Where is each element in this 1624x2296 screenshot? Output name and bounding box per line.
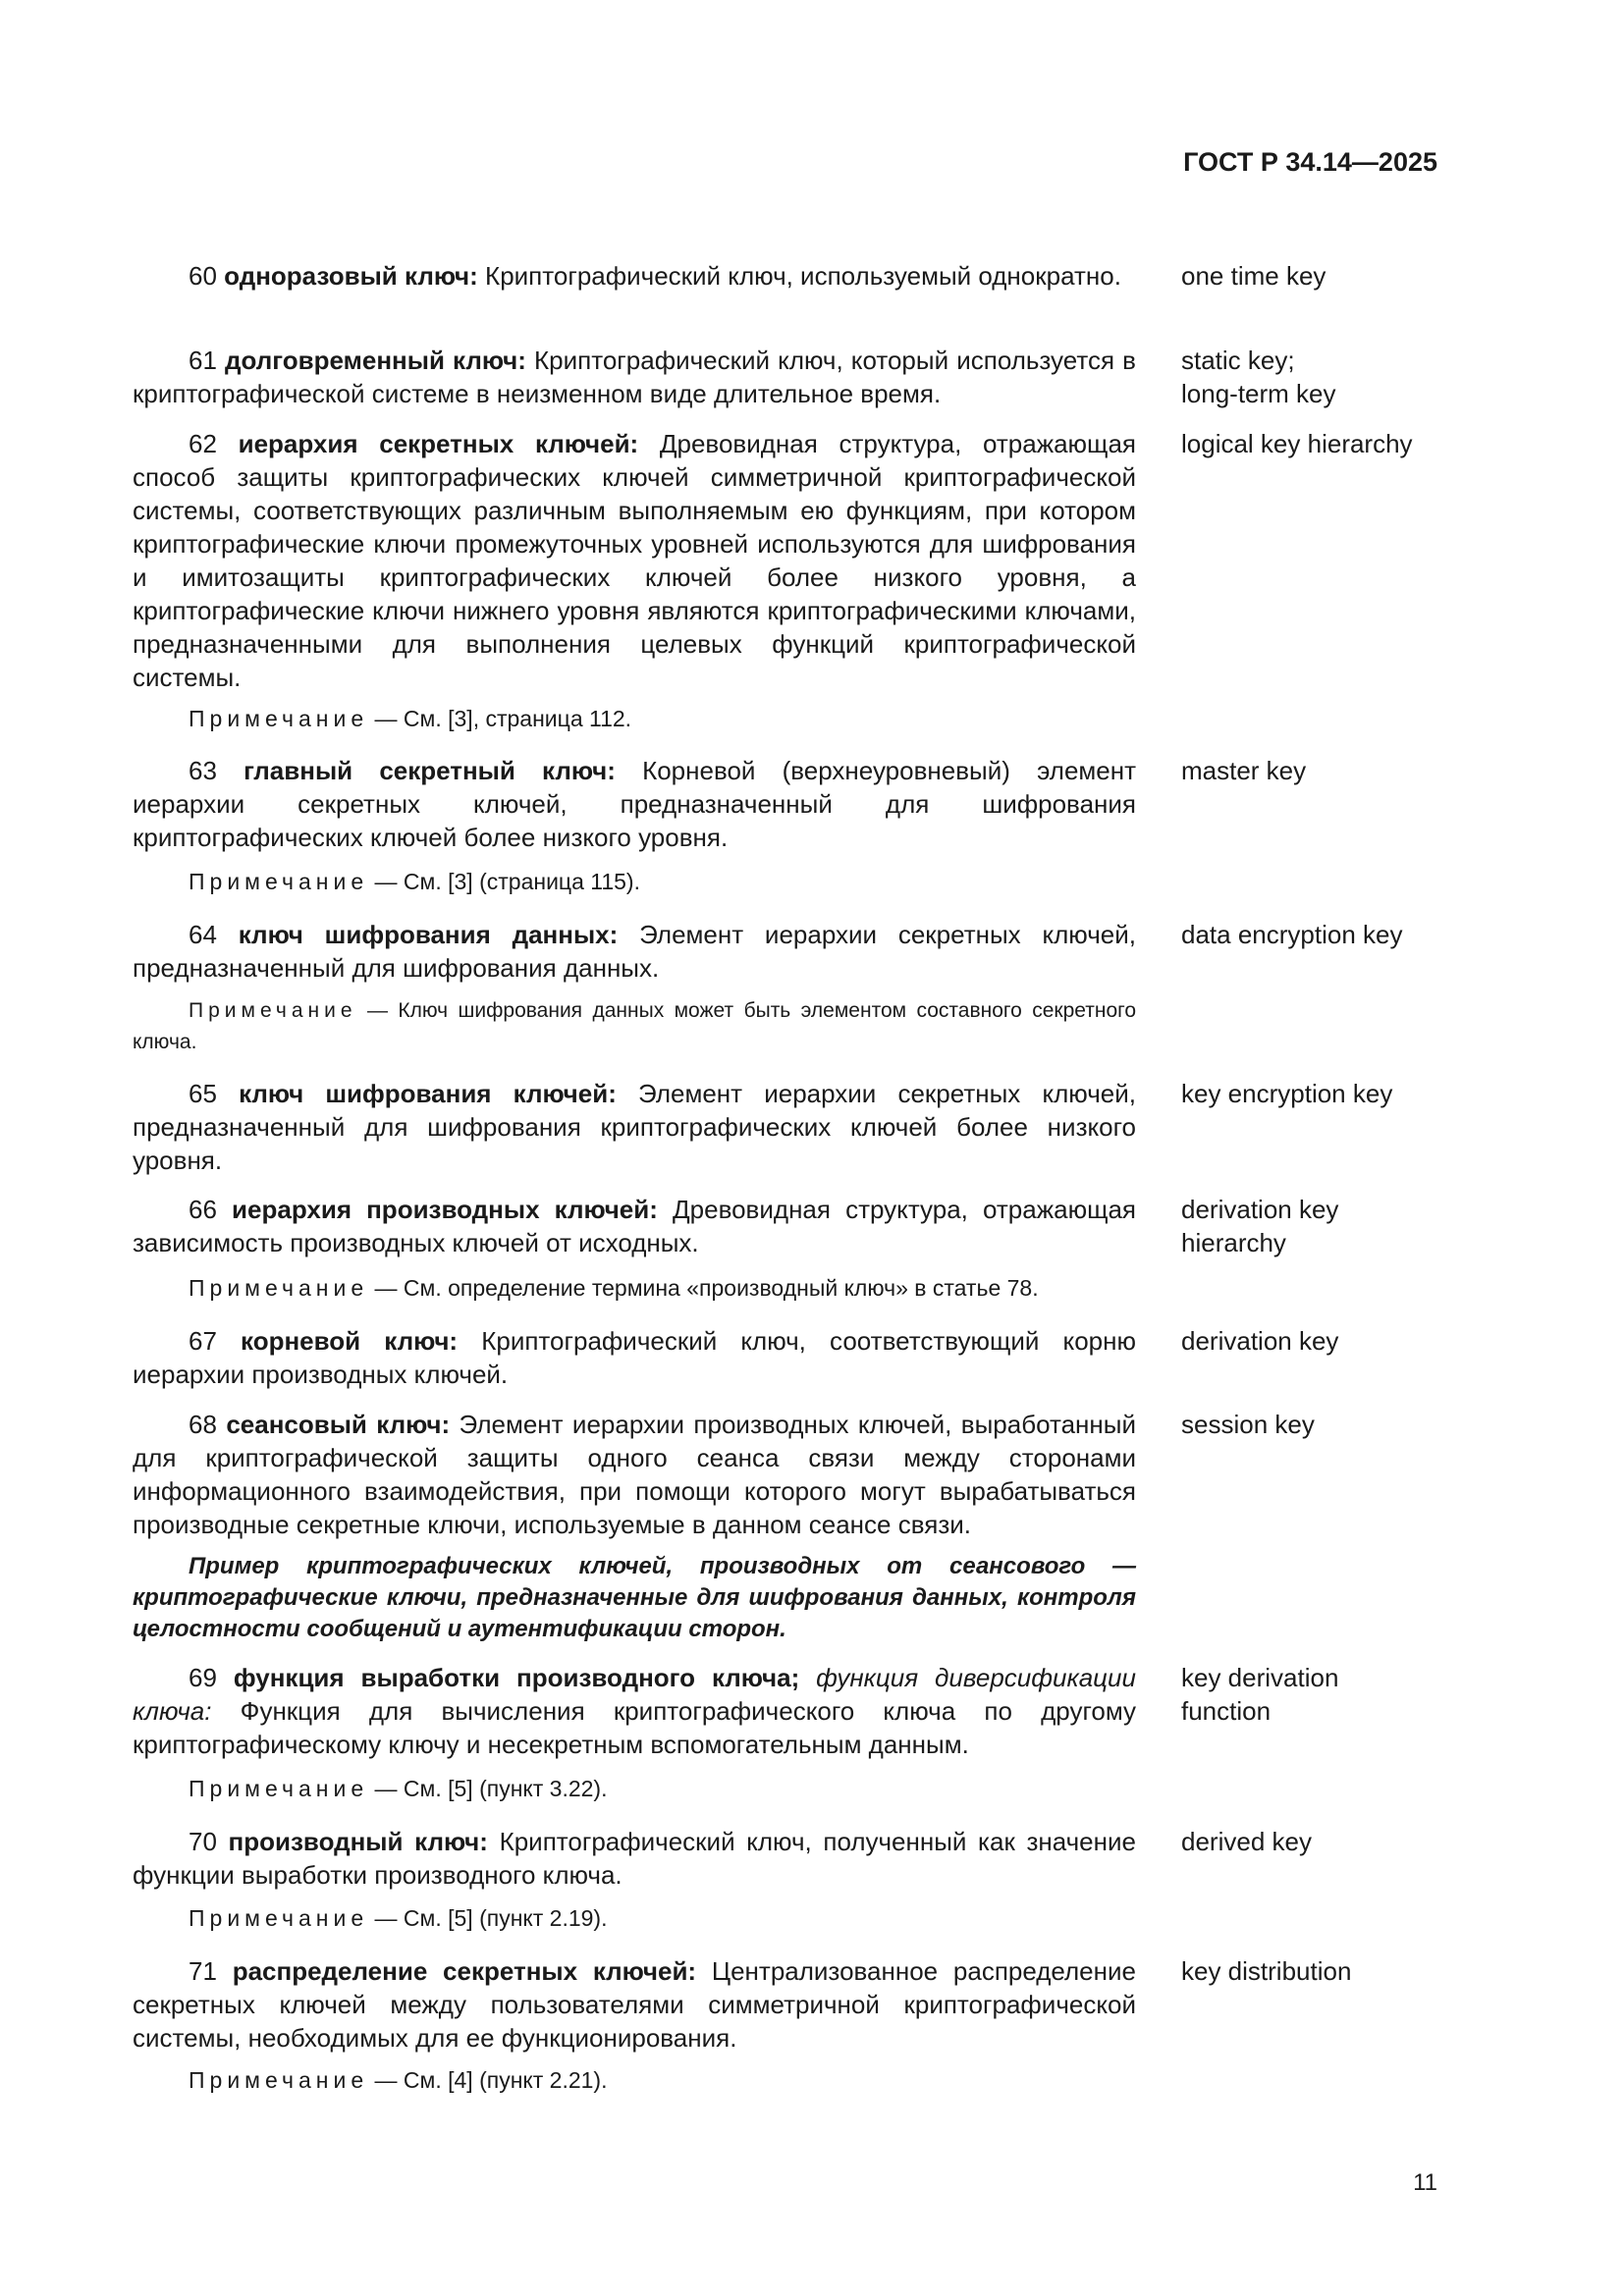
term-entry: [133, 1408, 1136, 1541]
term-entry: [133, 427, 1136, 694]
term-name: ключ шифрования ключей:: [239, 1079, 617, 1108]
definition-text: Элемент иерархии секретных ключей, предназначенный для шифрования криптографических ключей более низкого уровня.: [133, 1079, 1136, 1175]
note-text: — См. [5] (пункт 3.22).: [368, 1776, 608, 1801]
english-term: derivation key: [1181, 1195, 1339, 1224]
term-entry: [133, 1077, 1136, 1177]
page-number: 11: [1413, 2169, 1437, 2196]
term-number: 63: [189, 756, 244, 785]
note: [133, 995, 1136, 1058]
definition-text: Криптографический ключ, соответствующий корню иерархии производных ключей.: [133, 1326, 1136, 1389]
english-term: session key: [1181, 1410, 1315, 1439]
note-text: — См. [4] (пункт 2.21).: [368, 2067, 608, 2093]
definition-text: Криптографический ключ, который используется в криптографической системе в неизменном виде длительное время.: [133, 346, 1136, 408]
term-number: 61: [189, 346, 226, 375]
term-entry: [133, 1661, 1136, 1761]
document-code-header: ГОСТ Р 34.14—2025: [1183, 147, 1437, 177]
term-name: иерархия секретных ключей:: [238, 429, 639, 458]
term-definition: [133, 427, 1136, 694]
english-term: key encryption key: [1181, 1079, 1393, 1108]
english-term: hierarchy: [1181, 1228, 1286, 1257]
english-term: logical key hierarchy: [1181, 429, 1413, 458]
term-name: долговременный ключ:: [225, 346, 526, 375]
english-equivalent: [1181, 754, 1476, 787]
definition-text: Древовидная структура, отражающая зависимость производных ключей от исходных.: [133, 1195, 1136, 1257]
english-equivalent: [1181, 1324, 1476, 1358]
term-name: сеансовый ключ:: [226, 1410, 451, 1439]
definition-text: Криптографический ключ, полученный как значение функции выработки производного ключа.: [133, 1827, 1136, 1890]
english-equivalent: [1181, 1825, 1476, 1858]
definition-text: Функция для вычисления криптографического ключа по другому криптографическому ключу и несекретным вспомогательным данным.: [133, 1696, 1136, 1759]
term-name: одноразовый ключ:: [224, 261, 478, 291]
note-label: Примечание: [189, 1275, 369, 1301]
english-equivalent: [1181, 259, 1476, 293]
english-equivalent: [1181, 1408, 1476, 1441]
term-definition: [133, 1408, 1136, 1541]
note: [189, 1773, 1136, 1804]
term-name: корневой ключ:: [241, 1326, 459, 1356]
term-entry: [133, 754, 1136, 854]
definition-text: Древовидная структура, отражающая способ защиты криптографических ключей симметричной криптографической системы, соответствующих различным выполняемым ею функциям, при котором криптографические ключи промежуточных уровней используются для шифрования и имитозащиты криптографических ключей более низкого уровня, а криптографические ключи нижнего уровня являются криптографическими ключами, предназначенными для выполнения целевых функций криптографической системы.: [133, 429, 1136, 692]
term-entry: [133, 1954, 1136, 2055]
note: [189, 2064, 1136, 2096]
definition-text: Элемент иерархии производных ключей, выработанный для криптографической защиты одного сеанса связи между сторонами информационного взаимодействия, при помощи которого могут вырабатываться производные секретные ключи, используемые в данном сеансе связи.: [133, 1410, 1136, 1539]
term-entry: [133, 1825, 1136, 1892]
english-equivalent: [1181, 427, 1476, 460]
term-number: 67: [189, 1326, 242, 1356]
term-definition: [133, 754, 1136, 854]
term-name: распределение секретных ключей:: [232, 1956, 697, 1986]
term-definition: [133, 1077, 1136, 1177]
term-number: 64: [189, 920, 239, 949]
term-entry: [133, 1324, 1136, 1391]
note-label: Примечание: [189, 869, 369, 894]
note: [189, 1902, 1136, 1934]
term-name: ключ шифрования данных:: [238, 920, 619, 949]
term-number: 70: [189, 1827, 229, 1856]
english-equivalent: [1181, 918, 1476, 951]
term-number: 71: [189, 1956, 233, 1986]
english-term: key distribution: [1181, 1956, 1352, 1986]
english-term: static key;: [1181, 346, 1295, 375]
english-term: master key: [1181, 756, 1307, 785]
note-label: Примечание: [189, 1905, 369, 1931]
term-definition: [133, 1193, 1136, 1259]
note-text: — См. определение термина «производный ключ» в статье 78.: [368, 1275, 1039, 1301]
term-definition: [133, 1661, 1136, 1761]
note-text: — Ключ шифрования данных может быть элементом составного секретного ключа.: [133, 999, 1136, 1053]
note: [189, 1272, 1136, 1304]
note-label: Примечание: [189, 706, 369, 731]
english-equivalent: [1181, 1661, 1476, 1728]
english-term: derived key: [1181, 1827, 1312, 1856]
term-synonym: функция диверсификации ключа:: [133, 1663, 1136, 1726]
english-term: key derivation: [1181, 1663, 1339, 1692]
note-text: — См. [3], страница 112.: [368, 706, 632, 731]
definition-text: Централизованное распределение секретных ключей между пользователями симметричной криптографической системы, необходимых для ее функционирования.: [133, 1956, 1136, 2053]
term-entry: [133, 918, 1136, 985]
note-text: — См. [5] (пункт 2.19).: [368, 1905, 608, 1931]
definition-text: Криптографический ключ, используемый однократно.: [485, 261, 1121, 291]
term-number: 65: [189, 1079, 240, 1108]
english-equivalent: [1181, 344, 1476, 410]
term-entry: [133, 344, 1136, 410]
term-definition: [133, 259, 1136, 293]
english-term: data encryption key: [1181, 920, 1403, 949]
note: [189, 866, 1136, 897]
english-equivalent: [1181, 1954, 1476, 1988]
note-label: Примечание: [189, 2067, 369, 2093]
english-equivalent: [1181, 1077, 1476, 1110]
term-number: 62: [189, 429, 239, 458]
term-name: функция выработки производного ключа;: [233, 1663, 800, 1692]
term-number: 66: [189, 1195, 233, 1224]
term-entry: [133, 259, 1136, 293]
term-number: 68: [189, 1410, 227, 1439]
term-name: иерархия производных ключей:: [232, 1195, 658, 1224]
note-text: — См. [3] (страница 115).: [368, 869, 640, 894]
english-term: function: [1181, 1696, 1272, 1726]
english-equivalent: [1181, 1193, 1476, 1259]
term-name: главный секретный ключ:: [244, 756, 616, 785]
term-number: 60: [189, 261, 225, 291]
definition-text: Корневой (верхнеуровневый) элемент иерархии секретных ключей, предназначенный для шифрования криптографических ключей более низкого уровня.: [133, 756, 1136, 852]
note-label: Примечание: [189, 1776, 369, 1801]
english-term: long-term key: [1181, 379, 1336, 408]
note: [189, 703, 1136, 734]
term-definition: [133, 1954, 1136, 2055]
term-definition: [133, 918, 1136, 985]
english-term: one time key: [1181, 261, 1326, 291]
term-number: 69: [189, 1663, 234, 1692]
term-definition: [133, 1825, 1136, 1892]
term-name: производный ключ:: [228, 1827, 488, 1856]
note-label: Примечание: [189, 999, 357, 1022]
term-definition: [133, 1324, 1136, 1391]
example-text: Пример криптографических ключей, производных от сеансового — криптографические ключи, предназначенные для шифрования данных, контроля целостности сообщений и аутентификации сторон.: [133, 1553, 1136, 1642]
term-entry: [133, 1193, 1136, 1259]
definition-text: Элемент иерархии секретных ключей, предназначенный для шифрования данных.: [133, 920, 1136, 983]
english-term: derivation key: [1181, 1326, 1339, 1356]
term-definition: [133, 344, 1136, 410]
